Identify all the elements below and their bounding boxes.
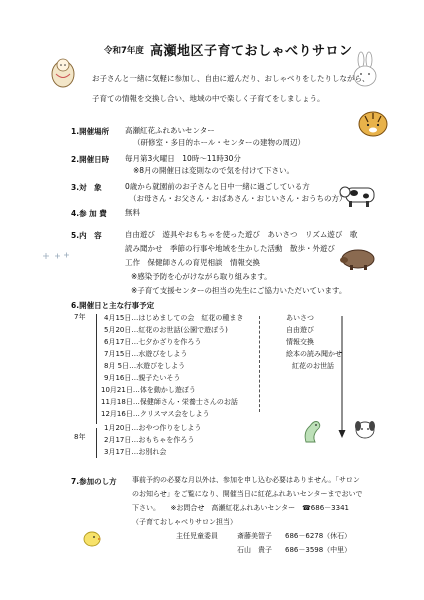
schedule-event: 12月16日…クリスマス会をしよう	[101, 410, 210, 418]
content-label: 5.内 容	[71, 231, 102, 240]
schedule-event: 7月15日…水遊びをしよう	[104, 350, 188, 358]
contact-tel: 686－3598（中里）	[285, 546, 352, 554]
schedule-event: 6月17日…七夕かざりを作ろう	[104, 338, 202, 346]
year-label-7: 7年	[74, 313, 86, 321]
schedule-note: 情報交換	[286, 338, 314, 346]
fee-label: 4.参 加 費	[71, 209, 107, 218]
target-line-2: （お母さん・お父さん・おばあさん・おじいさん・おうちの方）	[129, 194, 347, 203]
venue-label: 1.開催場所	[71, 127, 110, 136]
datetime-label: 2.開催日時	[71, 155, 110, 164]
content-line-4: ※感染予防を心がけながら取り組みます。	[131, 272, 272, 281]
schedule-note: 自由遊び	[286, 326, 314, 334]
howto-label: 7.参加のし方	[71, 477, 117, 486]
intro-line-1: お子さんと一緒に気軽に参加し、自由に遊んだり、おしゃべりをしたりしながら、	[92, 74, 370, 83]
content-line-3: 工作 保健師さんの育児相談 情報交換	[125, 258, 260, 267]
year-label-8: 8年	[74, 433, 86, 441]
contact-name: 石山 貴子	[237, 546, 272, 554]
schedule-note: 絵本の読み聞かせ	[286, 350, 342, 358]
venue-line-1: 高瀬紅花ふれあいセンター	[125, 126, 215, 135]
page-title: 高瀬地区子育ておしゃべりサロン	[150, 44, 353, 59]
datetime-line-2: ※8月の開催日は変則なので気を付けて下さい。	[133, 166, 295, 175]
schedule-event: 2月17日…おもちゃを作ろう	[104, 436, 195, 444]
schedule-note: あいさつ	[286, 314, 314, 322]
schedule-event: 8月 5日…水遊びをしよう	[104, 362, 186, 370]
content-line-5: ※子育て支援センターの担当の先生にご協力いただいています。	[131, 286, 347, 295]
schedule-event: 10月21日…体を動かし遊ぼう	[101, 386, 196, 394]
venue-line-2: （研修室・多目的ホール・センターの建物の周辺）	[133, 138, 306, 147]
fee-value: 無料	[125, 208, 140, 217]
schedule-event: 9月16日…親子たいそう	[104, 374, 181, 382]
howto-line-1: 事前予約の必要な月以外は、参加を申し込む必要はありません。「サロン	[132, 476, 360, 484]
howto-line-2: のお知らせ」をご覧になり、開催当日に紅花ふれあいセンターまでおいで	[132, 490, 363, 498]
howto-line-3: 下さい。 ※お問合せ 高瀬紅花ふれあいセンター ☎686－3341	[132, 504, 349, 512]
schedule-label: 6.開催日と主な行事予定	[71, 301, 155, 310]
target-label: 3.対 象	[71, 183, 102, 192]
contact-role: 主任児童委員	[176, 532, 218, 540]
intro-line-2: 子育ての情報を交換し合い、地域の中で楽しく子育てをしましょう。	[92, 94, 325, 103]
content-line-2: 読み聞かせ 季節の行事や地域を生かした活動 散歩・外遊び	[125, 244, 335, 253]
schedule-event: 11月18日…保健師さん・栄養士さんのお話	[101, 398, 238, 406]
schedule-event: 4月15日…はじめましての会 紅花の種まき	[104, 314, 244, 322]
content-line-1: 自由遊び 遊具やおもちゃを使った遊び あいさつ リズム遊び 歌	[125, 230, 358, 239]
target-line-1: 0歳から就園前のお子さんと日中一緒に過ごしている方	[125, 182, 310, 191]
datetime-line-1: 毎月第3火曜日 10時～11時30分	[125, 154, 241, 163]
schedule-event: 3月17日…お別れ会	[104, 448, 167, 456]
contact-tel: 686－6278（休石）	[285, 532, 352, 540]
howto-line-4: （子育ておしゃべりサロン担当）	[132, 518, 237, 526]
title-era: 令和7年度	[104, 46, 144, 56]
schedule-note: 紅花のお世話	[292, 362, 334, 370]
schedule-event: 1月20日…おやつ作りをしよう	[104, 424, 202, 432]
contact-name: 斎藤美智子	[237, 532, 272, 540]
schedule-event: 5月20日…紅花のお世話(公園で遊ぼう)	[104, 326, 228, 334]
